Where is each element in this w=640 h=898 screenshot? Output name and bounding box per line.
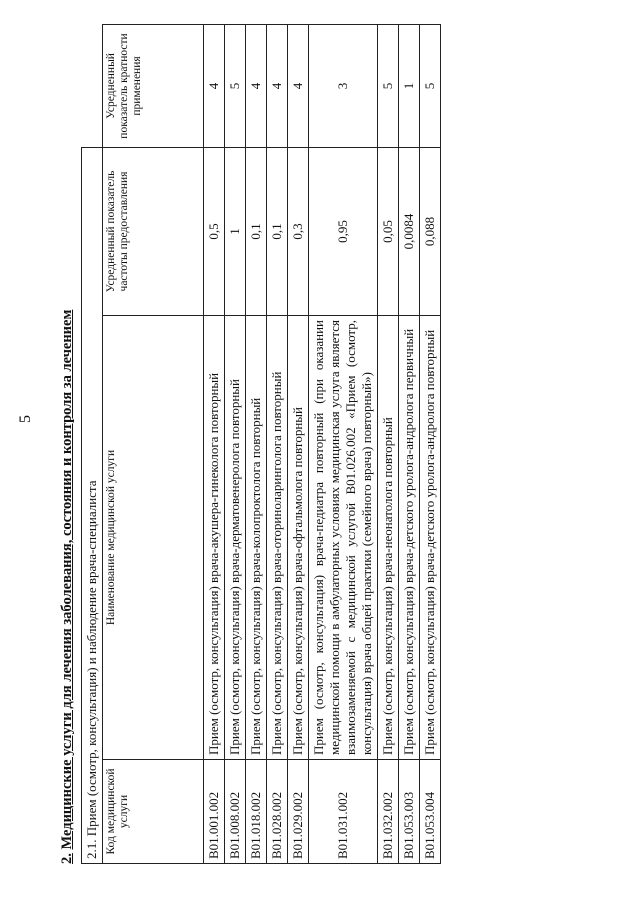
header-code: Код медицинской услуги <box>103 760 204 864</box>
table-row <box>309 24 378 863</box>
table-row <box>246 24 267 863</box>
cell-multiplicity: 3 <box>309 24 378 147</box>
cell-frequency: 0,088 <box>420 147 441 315</box>
cell-name: Прием (осмотр, консультация) врача-педиатра повторный (при оказании медицинской помощи в амбулаторных условиях медицинская услуга является взаимозаменяемой с медицинской услугой B01.026.002 «Прием (осмотр, консультация) врача общей практики (семейного врача) повторный») <box>309 316 378 760</box>
cell-name: Прием (осмотр, консультация) врача-дерматовенеролога повторный <box>225 316 246 760</box>
subsection-row <box>82 24 103 863</box>
cell-code: B01.053.004 <box>420 760 441 864</box>
section-heading <box>59 14 76 864</box>
cell-name: Прием (осмотр, консультация) врача-колопроктолога повторный <box>246 316 267 760</box>
cell-frequency: 0,3 <box>288 147 309 315</box>
cell-code: B01.031.002 <box>309 760 378 864</box>
cell-code: B01.028.002 <box>267 760 288 864</box>
header-frequency: Усредненный показатель частоты предоставления <box>103 147 204 315</box>
table-row <box>378 24 399 863</box>
cell-multiplicity: 4 <box>204 24 225 147</box>
subsection-title: 2.1. Прием (осмотр, консультация) и наблюдение врача-специалиста <box>82 147 103 863</box>
header-name: Наименование медицинской услуги <box>103 316 204 760</box>
section-title: Медицинские услуги для лечения заболевания, состояния и контроля за лечением <box>59 309 75 850</box>
cell-name: Прием (осмотр, консультация) врача-неонатолога повторный <box>378 316 399 760</box>
cell-multiplicity: 5 <box>420 24 441 147</box>
page-number: 5 <box>17 415 34 423</box>
cell-frequency: 0,95 <box>309 147 378 315</box>
cell-name: Прием (осмотр, консультация) врача-детского уролога-андролога повторный <box>420 316 441 760</box>
cell-name: Прием (осмотр, консультация) врача-акушера-гинеколога повторный <box>204 316 225 760</box>
section-number: 2. <box>59 853 75 864</box>
cell-multiplicity: 5 <box>378 24 399 147</box>
cell-multiplicity: 4 <box>267 24 288 147</box>
rotated-page-content <box>55 14 615 864</box>
header-row <box>103 24 204 863</box>
header-multiplicity: Усредненный показатель кратности применения <box>103 24 204 147</box>
table-row <box>420 24 441 863</box>
cell-frequency: 0,05 <box>378 147 399 315</box>
cell-frequency: 0,5 <box>204 147 225 315</box>
cell-code: B01.053.003 <box>399 760 420 864</box>
cell-code: B01.018.002 <box>246 760 267 864</box>
cell-multiplicity: 4 <box>246 24 267 147</box>
table-row <box>267 24 288 863</box>
cell-name: Прием (осмотр, консультация) врача-детского уролога-андролога первичный <box>399 316 420 760</box>
cell-frequency: 0,0084 <box>399 147 420 315</box>
cell-name: Прием (осмотр, консультация) врача-офтальмолога повторный <box>288 316 309 760</box>
cell-multiplicity: 1 <box>399 24 420 147</box>
cell-multiplicity: 4 <box>288 24 309 147</box>
cell-frequency: 1 <box>225 147 246 315</box>
cell-code: B01.032.002 <box>378 760 399 864</box>
cell-frequency: 0,1 <box>246 147 267 315</box>
cell-multiplicity: 5 <box>225 24 246 147</box>
table-row <box>204 24 225 863</box>
cell-code: B01.001.002 <box>204 760 225 864</box>
table-row <box>288 24 309 863</box>
services-table <box>81 24 441 864</box>
table-row <box>225 24 246 863</box>
cell-name: Прием (осмотр, консультация) врача-оториноларинголога повторный <box>267 316 288 760</box>
cell-code: B01.029.002 <box>288 760 309 864</box>
table-row <box>399 24 420 863</box>
cell-frequency: 0,1 <box>267 147 288 315</box>
cell-code: B01.008.002 <box>225 760 246 864</box>
